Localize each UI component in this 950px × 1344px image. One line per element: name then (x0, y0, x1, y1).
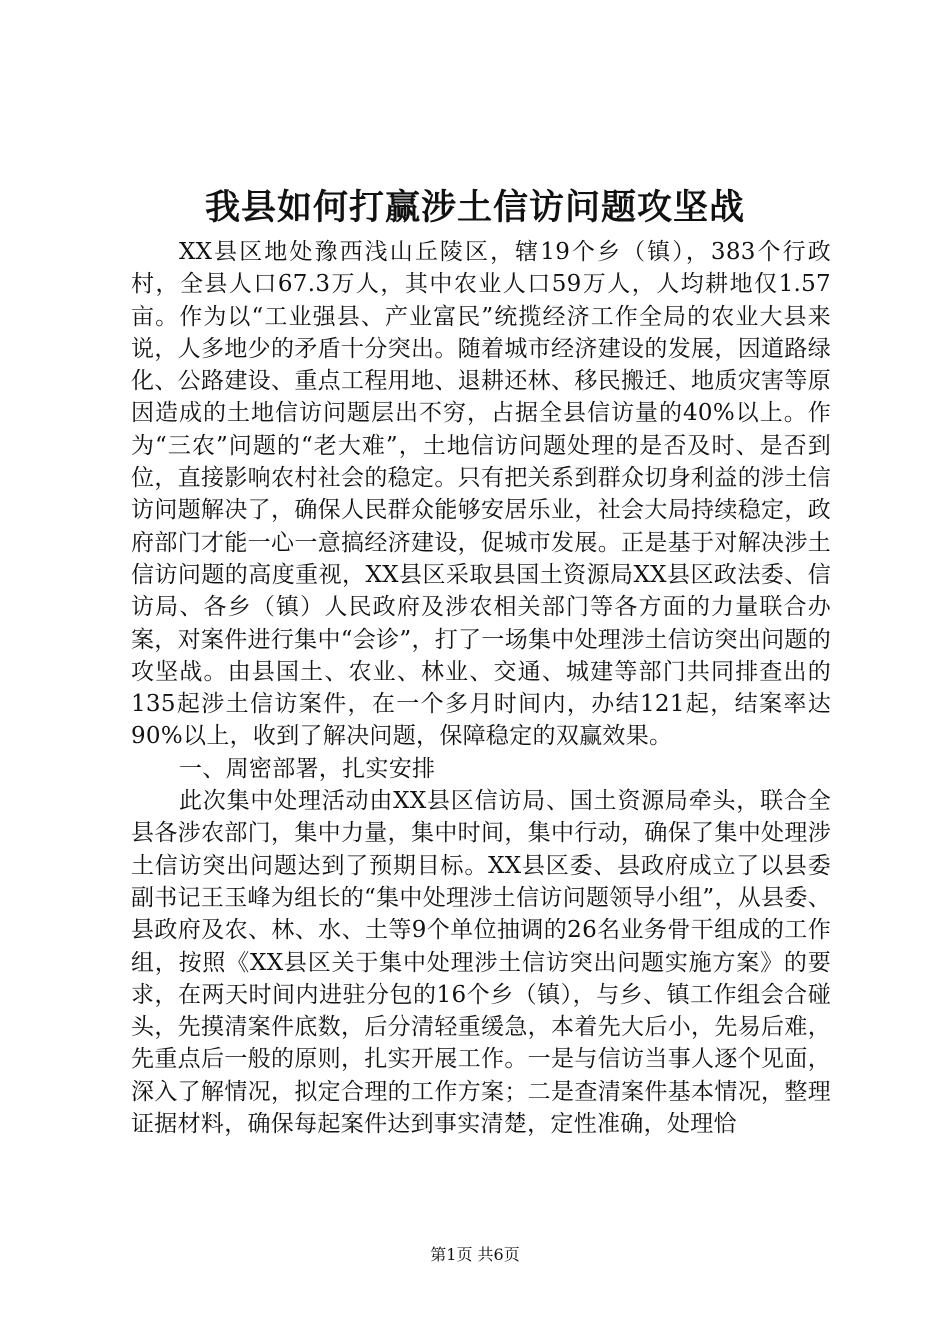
section-heading-1: 一、周密部署，扎实安排 (179, 755, 436, 782)
paragraph-section-1: 此次集中处理活动由XX县区信访局、国土资源局牵头，联合全县各涉农部门，集中力量，集中时间，集中行动，确保了集中处理涉土信访突出问题达到了预期目标。XX县区委、县政府成立了以县委副书记王玉峰为组长的“集中处理涉土信访问题领导小组”，从县委、县政府及农、林、水、土等9个单位抽调的26名业务骨干组成的工作组，按照《XX县区关于集中处理涉土信访突出问题实施方案》的要求，在两天时间内进驻分包的16个乡（镇），与乡、镇工作组会合碰头，先摸清案件底数，后分清轻重缓急，本着先大后小，先易后难，先重点后一般的原则，扎实开展工作。一是与信访当事人逐个见面，深入了解情况，拟定合理的工作方案；二是查清案件基本情况，整理证据材料，确保每起案件达到事实清楚，定性准确，处理恰 (131, 788, 831, 1138)
document-body (131, 236, 831, 1140)
paragraph-intro: XX县区地处豫西浅山丘陵区，辖19个乡（镇），383个行政村，全县人口67.3万人，其中农业人口59万人，人均耕地仅1.57亩。作为以“工业强县、产业富民”统揽经济工作全局的农业大县来说，人多地少的矛盾十分突出。随着城市经济建设的发展，因道路绿化、公路建设、重点工程用地、退耕还林、移民搬迁、地质灾害等原因造成的土地信访问题层出不穷，占据全县信访量的40%以上。作为“三农”问题的“老大难”，土地信访问题处理的是否及时、是否到位，直接影响农村社会的稳定。只有把关系到群众切身利益的涉土信访问题解决了，确保人民群众能够安居乐业，社会大局持续稳定，政府部门才能一心一意搞经济建设，促城市发展。正是基于对解决涉土信访问题的高度重视，XX县区采取县国土资源局XX县区政法委、信访局、各乡（镇）人民政府及涉农相关部门等各方面的力量联合办案，对案件进行集中“会诊”，打了一场集中处理涉土信访突出问题的攻坚战。由县国土、农业、林业、交通、城建等部门共同排查出的135起涉土信访案件，在一个多月时间内，办结121起，结案率达90%以上，收到了解决问题，保障稳定的双赢效果。 (131, 239, 831, 750)
document-title: 我县如何打赢涉土信访问题攻坚战 (204, 187, 745, 228)
page-footer: 第1页 共6页 (430, 1245, 520, 1264)
